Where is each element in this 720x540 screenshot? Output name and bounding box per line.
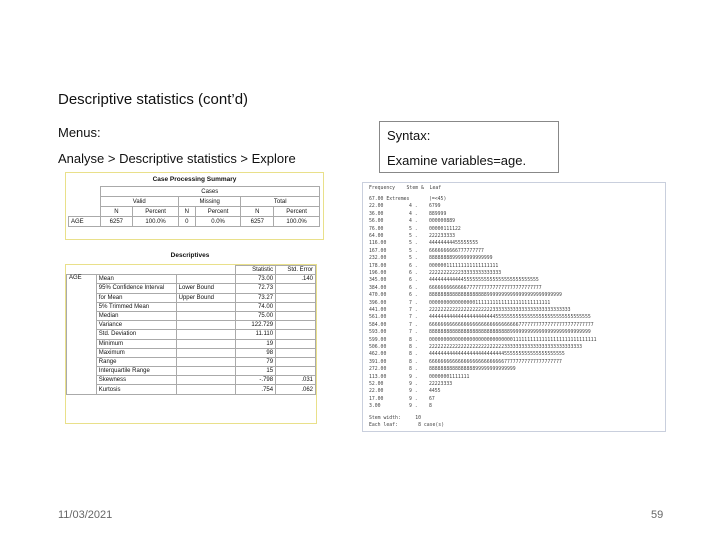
cps-subheader: N: [179, 207, 196, 217]
stem-leaf-stem: 9 .: [409, 404, 418, 410]
desc-se: [276, 302, 316, 311]
desc-header: Std. Error: [276, 266, 316, 275]
stem-leaf-row: [369, 323, 594, 329]
desc-row: [67, 284, 316, 293]
desc-sublabel: [176, 321, 236, 330]
stem-leaf-row: [369, 375, 469, 381]
stem-leaf-leaf: 6666666666777777777: [429, 248, 484, 254]
stem-leaf-stem: 6 .: [409, 271, 418, 276]
cps-cell: 0.0%: [195, 217, 241, 227]
stem-leaf-freq: 22.00: [369, 204, 384, 210]
stem-leaf-leaf: 888888888888888899999999999999: [429, 367, 516, 373]
cps-caption: Case Processing Summary: [152, 176, 237, 183]
desc-row: [67, 275, 316, 284]
stem-leaf-row: [369, 241, 478, 247]
stem-leaf-stem: 9 .: [409, 396, 418, 402]
stem-leaf-row: [369, 397, 435, 403]
stem-leaf-leaf: 00000001111111: [429, 374, 470, 380]
desc-stat: 72.73: [236, 284, 276, 293]
desc-stat: 73.27: [236, 293, 276, 302]
footer-date: 11/03/2021: [58, 509, 113, 521]
stem-leaf-freq: 345.00: [369, 278, 387, 284]
desc-header: Statistic: [236, 266, 276, 275]
stem-leaf-leaf: 44444444444455555555555555555555555555: [429, 278, 539, 284]
desc-se: [276, 357, 316, 366]
desc-sublabel: Upper Bound: [176, 293, 236, 302]
desc-stat: 75.00: [236, 311, 276, 320]
stem-leaf-row: [369, 367, 516, 373]
stem-leaf-row: [369, 389, 441, 395]
cps-subheader: Percent: [133, 207, 179, 217]
stem-leaf-stem: 8 .: [409, 359, 418, 365]
desc-row: [67, 311, 316, 320]
desc-row: [67, 367, 316, 376]
stem-leaf-stem: 8 .: [409, 352, 418, 358]
cps-subheader: N: [241, 207, 274, 217]
desc-se: .062: [276, 385, 316, 394]
stem-leaf-leaf: 000000000000000011111111111111111111111111: [429, 300, 551, 306]
stem-leaf-row: [369, 315, 591, 321]
cps-cell: 100.0%: [274, 217, 320, 227]
stem-leaf-freq: 52.00: [369, 382, 384, 387]
desc-sublabel: [176, 385, 236, 394]
stem-leaf-freq: 470.00: [369, 293, 387, 299]
stem-leaf-freq: 396.00: [369, 300, 387, 306]
stem-leaf-freq: 232.00: [369, 256, 387, 262]
stem-leaf-freq: 178.00: [369, 263, 387, 269]
desc-variable: AGE: [67, 275, 97, 394]
stem-leaf-row: [369, 212, 446, 218]
desc-stat: 79: [236, 357, 276, 366]
stem-leaf-leaf: 4455: [429, 389, 441, 395]
desc-stat: 122.729: [236, 321, 276, 330]
desc-row: [67, 385, 316, 394]
syntax-command: Examine variables=age.: [387, 153, 527, 168]
desc-label: Maximum: [96, 348, 176, 357]
desc-se: .140: [276, 275, 316, 284]
desc-label: Range: [96, 357, 176, 366]
stem-leaf-row: [369, 352, 565, 358]
case-processing-summary: [65, 172, 324, 240]
stem-leaf-freq: 384.00: [369, 285, 387, 291]
stem-leaf-row: [369, 278, 539, 284]
desc-stat: .754: [236, 385, 276, 394]
stem-leaf-leaf: 00000111122: [429, 226, 461, 232]
desc-se: [276, 367, 316, 376]
cps-subheader: Percent: [195, 207, 241, 217]
desc-stat: 98: [236, 348, 276, 357]
stem-leaf-footer1: Stem width: 10: [369, 415, 421, 421]
cps-cell: 0: [179, 217, 196, 227]
menus-label: Menus:: [58, 125, 101, 140]
desc-label: Variance: [96, 321, 176, 330]
cps-subheader: N: [100, 207, 133, 217]
stem-leaf-stem: 7 .: [409, 322, 418, 328]
stem-leaf-freq: 462.00: [369, 352, 387, 358]
stem-leaf-leaf: 44444444455555555: [429, 241, 479, 247]
desc-label: Skewness: [96, 376, 176, 385]
stem-leaf-stem: 5 .: [409, 234, 418, 239]
stem-leaf-row: [369, 271, 501, 277]
cps-subheader: Percent: [274, 207, 320, 217]
stem-leaf-leaf: 44444444444444444444444555555555555555555555555555555555: [429, 315, 591, 321]
stem-leaf-row: [369, 308, 571, 314]
stem-leaf-leaf: 88888888888888888888888888889999999999999999999999999999: [429, 330, 591, 336]
desc-stat: -.798: [236, 376, 276, 385]
cps-table: [68, 186, 320, 227]
stem-leaf-leaf: 6799: [429, 204, 441, 210]
stem-leaf-leaf: 000000889: [429, 219, 455, 225]
desc-row: [67, 293, 316, 302]
stem-leaf-stem: 4 .: [409, 219, 418, 225]
stem-leaf-stem: 9 .: [409, 382, 418, 387]
stem-leaf-freq: 593.00: [369, 330, 387, 336]
stem-leaf-footer2: Each leaf: 8 case(s): [369, 423, 445, 428]
stem-leaf-row: [369, 256, 493, 262]
desc-label: 95% Confidence Interval: [96, 284, 176, 293]
desc-stat: 19: [236, 339, 276, 348]
stem-leaf-leaf: (=<45): [429, 197, 447, 202]
stem-leaf-freq: 76.00: [369, 226, 384, 232]
stem-leaf-freq: 584.00: [369, 322, 387, 328]
desc-sublabel: Lower Bound: [176, 284, 236, 293]
stem-leaf-freq: 17.00: [369, 396, 384, 402]
stem-leaf-freq: 3.00: [369, 404, 381, 410]
stem-leaf-stem: 5 .: [409, 248, 418, 254]
stem-leaf-freq: 64.00: [369, 234, 384, 239]
stem-leaf-stem: 5 .: [409, 226, 418, 232]
stem-leaf-row: [369, 338, 597, 344]
stem-leaf-stem: 8 .: [409, 367, 418, 373]
stem-leaf-leaf: 666666666666677777777777777777777777777: [429, 285, 542, 291]
desc-se: [276, 348, 316, 357]
stem-leaf-stem: 4 .: [409, 211, 418, 217]
stem-leaf-row: [369, 301, 550, 307]
stem-leaf-freq: 113.00: [369, 374, 387, 380]
stem-leaf-stem: 6 .: [409, 293, 418, 299]
stem-leaf-row: [369, 234, 455, 240]
stem-leaf-leaf: 666666666666666666666666666666677777777777777777777777777: [429, 322, 594, 328]
page-number: 59: [651, 509, 664, 521]
stem-leaf-leaf: 222233333: [429, 234, 455, 239]
desc-sublabel: [176, 376, 236, 385]
stem-leaf-freq: 272.00: [369, 367, 387, 373]
desc-sublabel: [176, 302, 236, 311]
desc-se: [276, 339, 316, 348]
desc-label: Minimum: [96, 339, 176, 348]
stem-leaf-stem: 6 .: [409, 278, 418, 284]
desc-row: [67, 321, 316, 330]
stem-leaf-leaf: 0000000000000000000000000000011111111111111111111111111111: [429, 337, 597, 343]
desc-row: [67, 302, 316, 311]
desc-sublabel: [176, 357, 236, 366]
desc-label: Mean: [96, 275, 176, 284]
stem-leaf-stem: 8 .: [409, 337, 418, 343]
desc-row: [67, 348, 316, 357]
stem-leaf-freq: 196.00: [369, 271, 387, 276]
stem-leaf-row: [369, 382, 452, 388]
stem-leaf-row: [369, 360, 562, 366]
stem-leaf-freq: 56.00: [369, 219, 384, 225]
descriptives-body: [67, 275, 316, 394]
stem-leaf-stem: 5 .: [409, 241, 418, 247]
desc-sublabel: [176, 348, 236, 357]
cps-group: Total: [241, 197, 320, 207]
stem-leaf-leaf: 8888888888888888888899999999999999999999999999: [429, 293, 562, 299]
desc-stat: 11.110: [236, 330, 276, 339]
desc-label: Kurtosis: [96, 385, 176, 394]
desc-stat: 73.00: [236, 275, 276, 284]
syntax-box: [379, 121, 559, 173]
stem-leaf-row: [369, 249, 484, 255]
desc-sublabel: [176, 275, 236, 284]
cps-cell: 6257: [100, 217, 133, 227]
stem-leaf-leaf: 000000111111111111111111: [429, 263, 499, 269]
desc-label: Std. Deviation: [96, 330, 176, 339]
stem-leaf-row: [369, 404, 432, 410]
descriptives-caption: Descriptives: [170, 252, 210, 259]
desc-row: [67, 339, 316, 348]
stem-leaf-row: [369, 219, 455, 225]
stem-leaf-stem: 7 .: [409, 308, 418, 313]
cps-group: Missing: [179, 197, 241, 207]
stem-leaf-leaf: 8: [429, 404, 432, 410]
desc-se: [276, 293, 316, 302]
stem-leaf-freq: 441.00: [369, 308, 387, 313]
stem-leaf-stem: 8 .: [409, 345, 418, 350]
cps-cell: 100.0%: [133, 217, 179, 227]
stem-leaf-freq: 561.00: [369, 315, 387, 321]
cps-cases-header: Cases: [100, 187, 320, 197]
desc-label: Interquartile Range: [96, 367, 176, 376]
stem-leaf-row: [369, 293, 562, 299]
desc-row: [67, 376, 316, 385]
menus-path: Analyse > Descriptive statistics > Explore: [58, 151, 296, 166]
desc-sublabel: [176, 311, 236, 320]
desc-stat: 74.00: [236, 302, 276, 311]
stem-leaf-row: [369, 286, 542, 292]
desc-se: [276, 321, 316, 330]
desc-row: [67, 357, 316, 366]
stem-leaf-leaf: 44444444444444444444444444555555555555555555555: [429, 352, 565, 358]
stem-leaf-leaf: 22222222222222222222222222333333333333333333333333333: [429, 345, 583, 350]
stem-leaf-leaf: 8888888899999999999999: [429, 256, 493, 262]
stem-leaf-leaf: 67: [429, 396, 435, 402]
stem-leaf-plot: [362, 182, 666, 432]
descriptives-table: [66, 265, 316, 395]
stem-leaf-stem: 7 .: [409, 330, 418, 336]
desc-se: .031: [276, 376, 316, 385]
stem-leaf-leaf: 2222222222222222222222333333333333333333333333333: [429, 308, 571, 313]
stem-leaf-stem: 6 .: [409, 263, 418, 269]
stem-leaf-header: Frequency Stem & Leaf: [369, 186, 442, 191]
stem-leaf-stem: 5 .: [409, 256, 418, 262]
cps-cell: 6257: [241, 217, 274, 227]
stem-leaf-freq: 36.00: [369, 211, 384, 217]
stem-leaf-freq: 22.00: [369, 389, 384, 395]
stem-leaf-row: [369, 264, 498, 270]
stem-leaf-row: [369, 204, 441, 210]
stem-leaf-freq: 599.00: [369, 337, 387, 343]
stem-leaf-freq: 167.00: [369, 248, 387, 254]
stem-leaf-stem: 7 .: [409, 300, 418, 306]
stem-leaf-row: [369, 227, 461, 233]
desc-label: 5% Trimmed Mean: [96, 302, 176, 311]
stem-leaf-freq: 506.00: [369, 345, 387, 350]
stem-leaf-row: [369, 345, 582, 351]
stem-leaf-freq: 116.00: [369, 241, 387, 247]
syntax-label: Syntax:: [387, 128, 431, 143]
desc-se: [276, 284, 316, 293]
stem-leaf-leaf: 889999: [429, 211, 447, 217]
desc-se: [276, 311, 316, 320]
desc-stat: 15: [236, 367, 276, 376]
desc-se: [276, 330, 316, 339]
stem-leaf-row: [369, 197, 446, 203]
desc-label: Median: [96, 311, 176, 320]
stem-leaf-freq: 67.00 Extremes: [369, 197, 410, 202]
stem-leaf-leaf: 2222222222233333333333333: [429, 271, 502, 276]
stem-leaf-stem: 7 .: [409, 315, 418, 321]
stem-leaf-freq: 391.00: [369, 359, 387, 365]
desc-row: [67, 330, 316, 339]
desc-label: for Mean: [96, 293, 176, 302]
desc-sublabel: [176, 330, 236, 339]
cps-group: Valid: [100, 197, 179, 207]
stem-leaf-stem: 4 .: [409, 204, 418, 210]
slide-title: Descriptive statistics (cont’d): [58, 91, 249, 108]
stem-leaf-stem: 6 .: [409, 285, 418, 291]
descriptives-table-wrap: [65, 264, 317, 424]
stem-leaf-row: [369, 330, 591, 336]
desc-sublabel: [176, 367, 236, 376]
stem-leaf-leaf: 6666666666666666666666666677777777777777777777: [429, 359, 562, 365]
stem-leaf-stem: 9 .: [409, 389, 418, 395]
stem-leaf-stem: 9 .: [409, 374, 418, 380]
desc-sublabel: [176, 339, 236, 348]
cps-row-label: AGE: [69, 217, 101, 227]
stem-leaf-leaf: 22223333: [429, 382, 453, 387]
